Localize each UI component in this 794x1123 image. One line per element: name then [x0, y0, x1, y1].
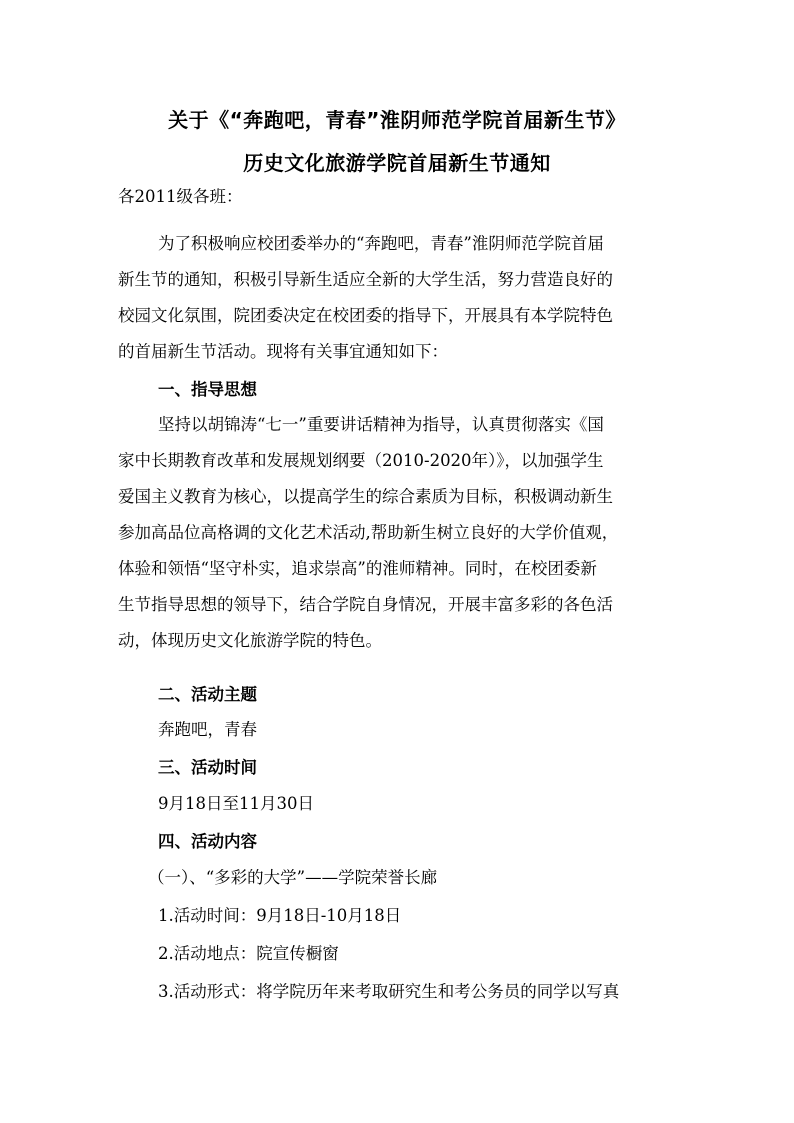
section-heading-guiding-ideology: 一、指导思想	[158, 380, 257, 399]
content-item: 3.活动形式：将学院历年来考取研究生和考公务员的同学以写真	[158, 982, 620, 1001]
section-heading-time: 三、活动时间	[158, 758, 257, 777]
document-title-line2: 历史文化旅游学院首届新生节通知	[243, 151, 551, 175]
paragraph-line: 体验和领悟“坚守朴实，追求崇高”的淮师精神。同时，在校团委新	[118, 559, 597, 578]
intro-line: 校园文化氛围，院团委决定在校团委的指导下，开展具有本学院特色	[118, 306, 613, 325]
content-item: 2.活动地点：院宣传橱窗	[158, 944, 339, 963]
section-heading-content: 四、活动内容	[158, 832, 257, 851]
paragraph-line: 坚持以胡锦涛“七一”重要讲话精神为指导，认真贯彻落实《国	[158, 415, 604, 434]
section-heading-theme: 二、活动主题	[158, 685, 257, 704]
salutation: 各2011级各班：	[118, 187, 243, 206]
paragraph-line: 家中长期教育改革和发展规划纲要（2010-2020年）》，以加强学生	[118, 451, 604, 470]
paragraph-line: 参加高品位高格调的文化艺术活动,帮助新生树立良好的大学价值观，	[118, 523, 619, 542]
content-item: 1.活动时间：9月18日-10月18日	[158, 906, 402, 925]
subsection-title: （一）、“多彩的大学”——学院荣誉长廊	[148, 868, 438, 887]
theme-text: 奔跑吧，青春	[158, 720, 257, 739]
intro-line: 新生节的通知，积极引导新生适应全新的大学生活，努力营造良好的	[118, 270, 613, 289]
paragraph-line: 爱国主义教育为核心，以提高学生的综合素质为目标，积极调动新生	[118, 487, 613, 506]
document-title-line1: 关于《“奔跑吧，青春”淮阴师范学院首届新生节》	[168, 108, 626, 132]
time-text: 9月18日至11月30日	[158, 794, 314, 813]
paragraph-line: 生节指导思想的领导下，结合学院自身情况，开展丰富多彩的各色活	[118, 595, 613, 614]
intro-line: 的首届新生节活动。现将有关事宜通知如下：	[118, 342, 448, 361]
intro-line: 为了积极响应校团委举办的“奔跑吧，青春”淮阴师范学院首届	[158, 234, 604, 253]
paragraph-line: 动，体现历史文化旅游学院的特色。	[118, 631, 382, 650]
